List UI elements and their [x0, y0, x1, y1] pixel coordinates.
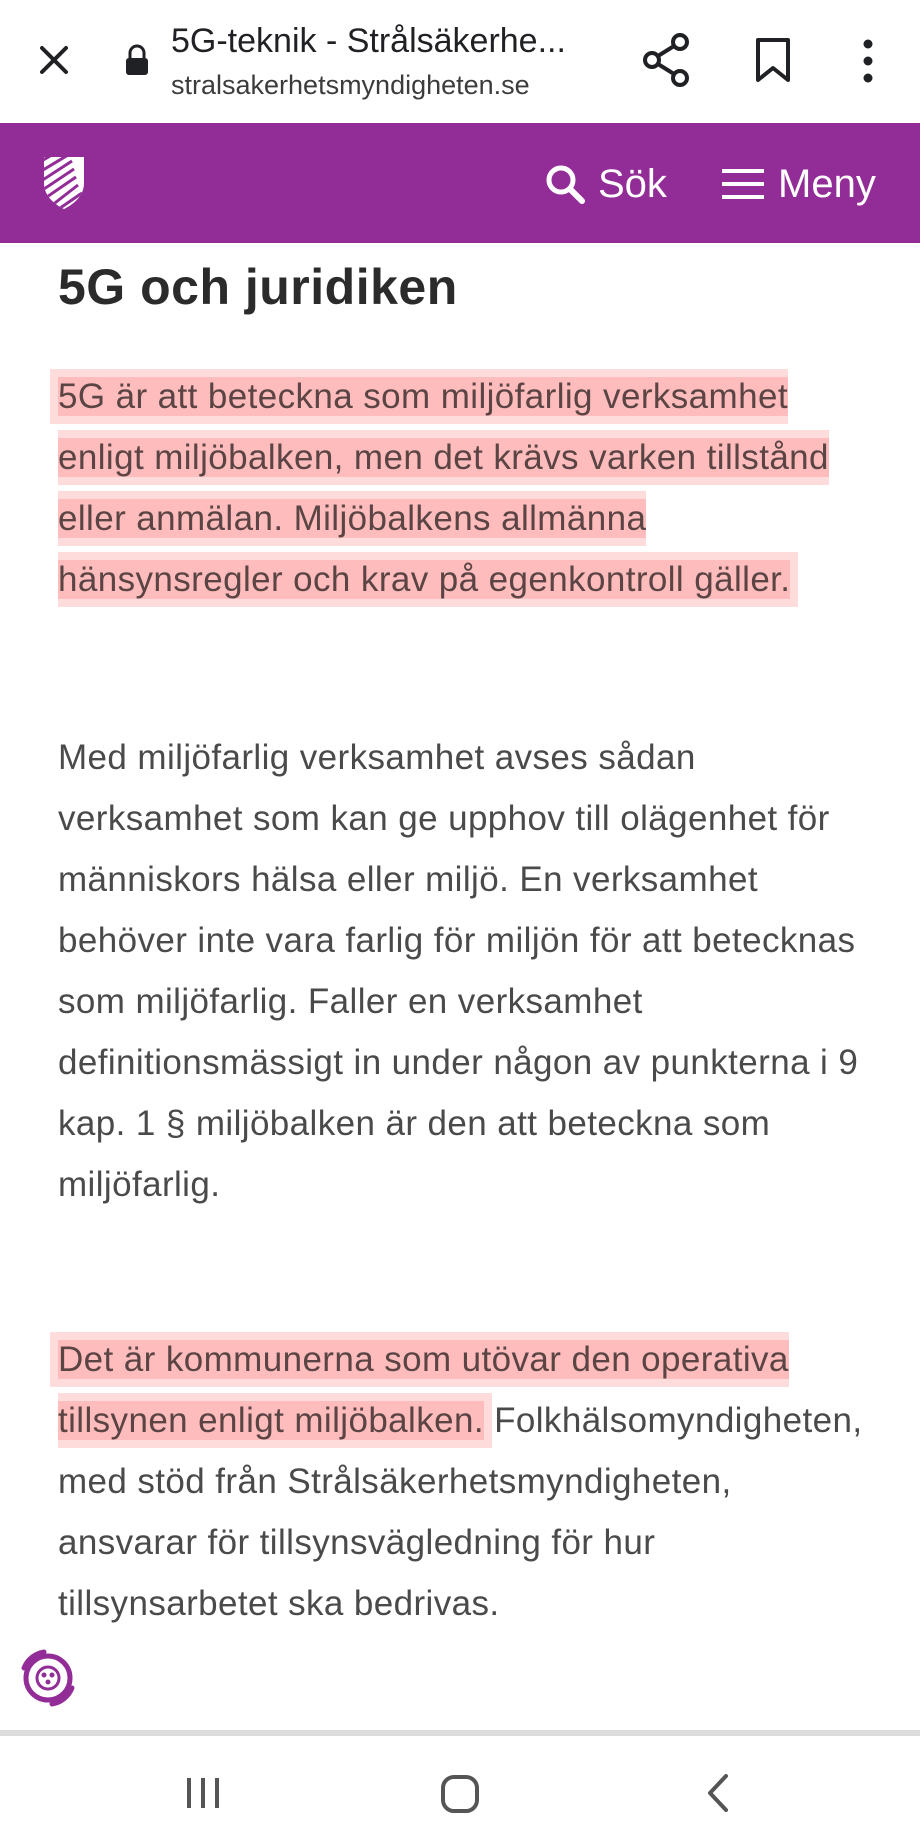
article-paragraph-2: Med miljöfarlig verksamhet avses sådan verksamhet som kan ge upphov till olägenhet för människors hälsa eller miljö. En verksamhet behöver inte vara farlig för miljön för att betecknas som miljöfarlig. Faller en verksamhet definitionsmässigt in under någon av punkterna i 9 kap. 1 § miljöbalken är den att beteckna som miljöfarlig. [58, 738, 859, 1204]
close-icon[interactable] [32, 38, 76, 82]
system-nav-bar [0, 1736, 920, 1843]
site-header [0, 123, 920, 243]
page-title[interactable]: 5G-teknik - Strålsäkerhe... [171, 22, 566, 60]
article-paragraph-1 [58, 366, 878, 610]
floating-assistant-icon[interactable] [14, 1644, 82, 1712]
share-icon[interactable] [640, 32, 692, 88]
home-icon[interactable] [440, 1774, 480, 1814]
menu-label: Meny [778, 161, 876, 206]
highlighted-text: Det är kommunerna som utövar den operativa tillsynen enligt miljöbalken. [58, 1340, 789, 1440]
paragraph-text: Folkhälsomyndigheten, med stöd från Strålsäkerhetsmyndigheten, ansvarar för tillsynsvägledning för hur tillsynsarbetet ska bedrivas. [58, 1401, 863, 1623]
menu-button[interactable] [722, 159, 876, 209]
bookmark-icon[interactable] [752, 36, 794, 84]
hamburger-menu-icon [722, 167, 766, 201]
more-vert-icon[interactable] [852, 36, 884, 86]
page-url[interactable]: stralsakerhetsmyndigheten.se [171, 70, 530, 100]
browser-toolbar [0, 0, 920, 123]
article-heading: 5G och juridiken [58, 259, 458, 315]
site-logo-shield-icon[interactable] [42, 153, 86, 211]
highlighted-text: 5G är att beteckna som miljöfarlig verksamhet enligt miljöbalken, men det krävs varken tillstånd eller anmälan. Miljöbalkens allmänna hänsynsregler och krav på egenkontroll gäller. [58, 377, 829, 599]
search-icon [544, 163, 586, 205]
search-label: Sök [598, 161, 667, 206]
lock-icon [124, 44, 150, 76]
recent-apps-icon[interactable] [183, 1776, 223, 1810]
article-paragraph-3 [58, 1329, 878, 1634]
back-icon[interactable] [704, 1772, 732, 1814]
search-button[interactable] [544, 159, 667, 209]
